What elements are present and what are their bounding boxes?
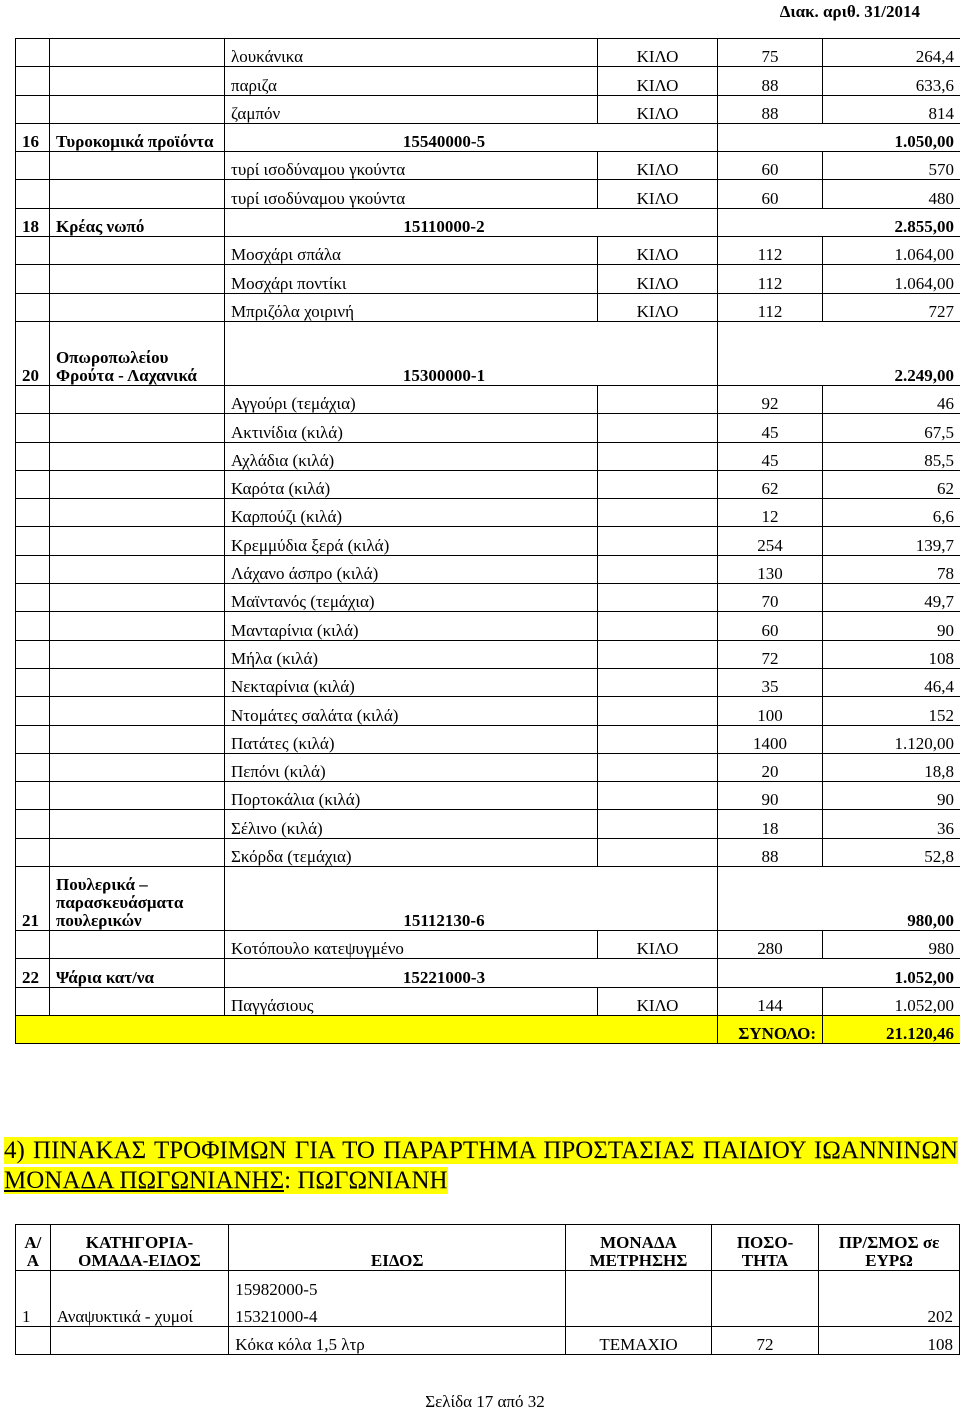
category-number: 18 [16,208,50,236]
item-price: 49,7 [823,584,960,612]
item-qty: 60 [718,152,823,180]
item-qty: 70 [718,584,823,612]
category-number: 1 [16,1271,51,1327]
table-row [16,838,960,866]
header-category: ΚΑΤΗΓΟΡΙΑ-ΟΜΑΔΑ-ΕΙΔΟΣ [50,1225,229,1271]
item-name: Ακτινίδια (κιλά) [225,414,598,442]
category-code: 15112130-6 [225,867,718,931]
header-item: ΕΙΔΟΣ [229,1225,566,1271]
table-header-row [16,1225,960,1271]
table-row [16,39,960,67]
item-name: Σέλινο (κιλά) [225,810,598,838]
category-number: 22 [16,959,50,987]
item-unit [598,499,718,527]
item-qty: 144 [718,987,823,1015]
item-name: Νεκταρίνια (κιλά) [225,668,598,696]
item-unit: ΤΕΜΑΧΙΟ [566,1327,712,1355]
item-name: Κρεμμύδια ξερά (κιλά) [225,527,598,555]
table-row [16,612,960,640]
category-number: 16 [16,123,50,151]
item-unit: ΚΙΛΟ [598,931,718,959]
item-unit [598,612,718,640]
item-qty: 88 [718,838,823,866]
category-number: 21 [16,867,50,931]
item-name: Μήλα (κιλά) [225,640,598,668]
table-row [16,810,960,838]
item-qty: 90 [718,782,823,810]
item-unit [598,640,718,668]
item-price: 1.052,00 [823,987,960,1015]
table-row [16,668,960,696]
item-qty: 88 [718,95,823,123]
item-name: Ντομάτες σαλάτα (κιλά) [225,697,598,725]
item-price: 18,8 [823,753,960,781]
item-price: 1.120,00 [823,725,960,753]
item-name: Καρπούζι (κιλά) [225,499,598,527]
item-price: 85,5 [823,442,960,470]
item-qty: 18 [718,810,823,838]
table-row [16,697,960,725]
item-name: Λάχανο άσπρο (κιλά) [225,555,598,583]
table-row [16,237,960,265]
item-qty: 60 [718,180,823,208]
item-name: Μοσχάρι ποντίκι [225,265,598,293]
header-price: ΠΡ/ΣΜΟΣ σε ΕΥΡΩ [819,1225,960,1271]
item-price: 108 [819,1327,960,1355]
table-row [16,931,960,959]
category-total: 1.050,00 [718,123,960,151]
item-qty: 1400 [718,725,823,753]
header-aa: Α/ Α [16,1225,51,1271]
item-qty: 75 [718,39,823,67]
item-unit [598,697,718,725]
item-price: 46,4 [823,668,960,696]
item-name: παριζα [225,67,598,95]
item-price: 90 [823,612,960,640]
item-name: Μοσχάρι σπάλα [225,237,598,265]
category-row [16,123,960,151]
item-unit [598,725,718,753]
section-location: : ΠΩΓΩΝΙΑΝΗ [284,1167,447,1194]
item-price: 108 [823,640,960,668]
item-unit [598,810,718,838]
table-row [16,95,960,123]
category-total: 2.249,00 [718,321,960,385]
item-price: 62 [823,470,960,498]
category-name: Τυροκομικά προϊόντα [50,123,225,151]
section-heading [4,1136,958,1196]
item-qty: 88 [718,67,823,95]
item-name: Παγγάσιους [225,987,598,1015]
item-price: 633,6 [823,67,960,95]
total-label: ΣΥΝΟΛΟ: [718,1015,823,1043]
item-price: 1.064,00 [823,237,960,265]
item-unit [598,555,718,583]
item-qty: 35 [718,668,823,696]
header-unit: ΜΟΝΑΔΑ ΜΕΤΡΗΣΗΣ [566,1225,712,1271]
item-price: 78 [823,555,960,583]
item-qty: 20 [718,753,823,781]
table-row [16,152,960,180]
item-unit [598,782,718,810]
item-name: Πεπόνι (κιλά) [225,753,598,781]
item-price: 1.064,00 [823,265,960,293]
item-unit [598,584,718,612]
item-unit: ΚΙΛΟ [598,152,718,180]
item-name: Πατάτες (κιλά) [225,725,598,753]
table-row [16,640,960,668]
item-qty: 45 [718,414,823,442]
item-price: 264,4 [823,39,960,67]
item-name: Αγγούρι (τεμάχια) [225,385,598,413]
table-row [16,1327,960,1355]
item-qty: 92 [718,385,823,413]
item-name: τυρί ισοδύναμου γκούντα [225,152,598,180]
category-total: 202 [819,1299,960,1327]
total-value: 21.120,46 [823,1015,960,1043]
item-unit [598,527,718,555]
category-code: 15300000-1 [225,321,718,385]
item-name: Κόκα κόλα 1,5 λτρ [229,1327,566,1355]
item-name: Καρότα (κιλά) [225,470,598,498]
item-price: 480 [823,180,960,208]
item-unit [598,668,718,696]
item-qty: 254 [718,527,823,555]
item-qty: 72 [718,640,823,668]
category-code: 15110000-2 [225,208,718,236]
category-number: 20 [16,321,50,385]
item-price: 570 [823,152,960,180]
item-unit: ΚΙΛΟ [598,987,718,1015]
table-row [16,499,960,527]
table-row [16,987,960,1015]
item-qty: 112 [718,293,823,321]
item-price: 36 [823,810,960,838]
item-unit [598,753,718,781]
category-row [16,867,960,931]
food-table [15,38,960,1044]
item-unit [598,838,718,866]
item-unit: ΚΙΛΟ [598,265,718,293]
item-unit [598,442,718,470]
category-row [16,321,960,385]
item-price: 152 [823,697,960,725]
table-row [16,470,960,498]
category-name: Οπωροπωλείου Φρούτα - Λαχανικά [50,321,225,385]
item-qty: 45 [718,442,823,470]
table-row [16,293,960,321]
category-total: 2.855,00 [718,208,960,236]
item-qty: 60 [718,612,823,640]
item-unit: ΚΙΛΟ [598,67,718,95]
pogoniani-table [15,1224,960,1355]
table-row [16,442,960,470]
section-title: 4) ΠΙΝΑΚΑΣ ΤΡΟΦΙΜΩΝ ΓΙΑ ΤΟ ΠΑΡΑΡΤΗΜΑ ΠΡΟΣΤΑΣΙΑΣ ΠΑΙΔΙΟΥ ΙΩΑΝΝΙΝΩΝ [4,1137,958,1164]
item-price: 727 [823,293,960,321]
table-row [16,385,960,413]
item-name: Μπριζόλα χοιρινή [225,293,598,321]
item-name: Κοτόπουλο κατεψυγμένο [225,931,598,959]
item-price: 139,7 [823,527,960,555]
item-price: 46 [823,385,960,413]
item-name: Σκόρδα (τεμάχια) [225,838,598,866]
table-row [16,725,960,753]
item-qty: 112 [718,237,823,265]
item-name: ζαμπόν [225,95,598,123]
category-name: Πουλερικά – παρασκευάσματα πουλερικών [50,867,225,931]
item-unit [598,470,718,498]
item-qty: 280 [718,931,823,959]
table-row [16,753,960,781]
table-row [16,180,960,208]
category-code-2: 15321000-4 [229,1299,566,1327]
category-code-1: 15982000-5 [229,1271,566,1299]
category-total: 980,00 [718,867,960,931]
item-qty: 62 [718,470,823,498]
table-row [16,67,960,95]
item-unit: ΚΙΛΟ [598,39,718,67]
table-row [16,265,960,293]
table-row [16,782,960,810]
item-price: 814 [823,95,960,123]
item-price: 980 [823,931,960,959]
item-name: Πορτοκάλια (κιλά) [225,782,598,810]
item-unit [598,385,718,413]
item-price: 67,5 [823,414,960,442]
item-name: Αχλάδια (κιλά) [225,442,598,470]
table-row [16,555,960,583]
category-code: 15221000-3 [225,959,718,987]
item-name: Μαϊντανός (τεμάχια) [225,584,598,612]
category-code: 15540000-5 [225,123,718,151]
item-name: τυρί ισοδύναμου γκούντα [225,180,598,208]
category-row [16,959,960,987]
table-row [16,584,960,612]
total-row [16,1015,960,1043]
section-unit: ΜΟΝΑΔΑ ΠΩΓΩΝΙΑΝΗΣ [4,1167,284,1194]
document-reference: Διακ. αριθ. 31/2014 [780,2,920,22]
item-name: Μανταρίνια (κιλά) [225,612,598,640]
item-qty: 130 [718,555,823,583]
item-price: 6,6 [823,499,960,527]
category-name: Κρέας νωπό [50,208,225,236]
item-price: 90 [823,782,960,810]
item-qty: 72 [711,1327,818,1355]
item-name: λουκάνικα [225,39,598,67]
item-qty: 12 [718,499,823,527]
table-row [16,527,960,555]
category-name: Ψάρια κατ/να [50,959,225,987]
category-row [16,208,960,236]
item-unit: ΚΙΛΟ [598,293,718,321]
category-name: Αναψυκτικά - χυμοί [50,1271,229,1327]
item-unit: ΚΙΛΟ [598,237,718,265]
category-total: 1.052,00 [718,959,960,987]
item-unit [598,414,718,442]
item-unit: ΚΙΛΟ [598,180,718,208]
item-unit: ΚΙΛΟ [598,95,718,123]
table-row [16,414,960,442]
page-number: Σελίδα 17 από 32 [0,1392,960,1412]
table-row [16,1271,960,1299]
item-qty: 100 [718,697,823,725]
item-qty: 112 [718,265,823,293]
header-qty: ΠΟΣΟ-ΤΗΤΑ [711,1225,818,1271]
item-price: 52,8 [823,838,960,866]
